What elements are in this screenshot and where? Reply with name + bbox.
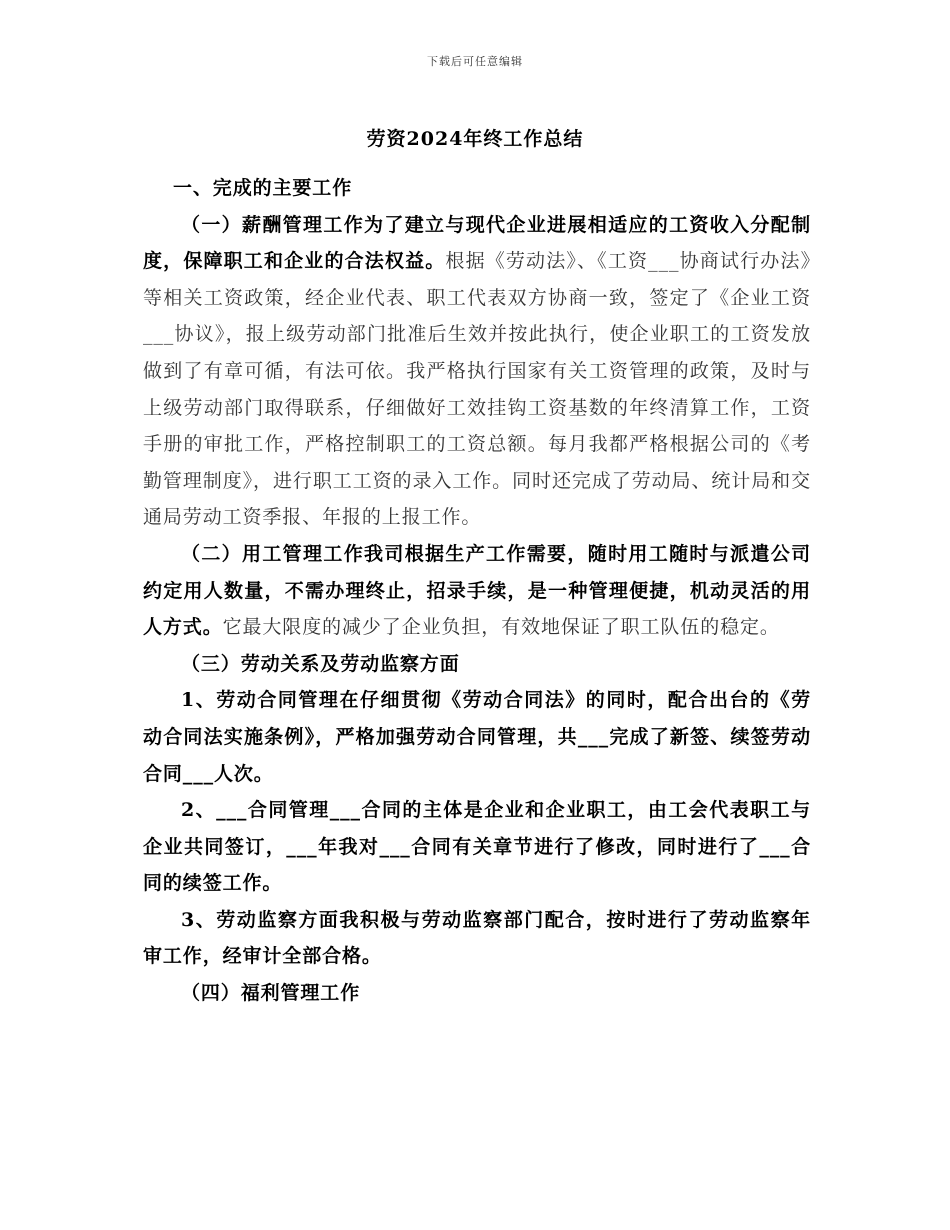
paragraph-salary-body: 根据《劳动法》、《工资___协商试行办法》等相关工资政策，经企业代表、职工代表双方协商一致，签定了《企业工资___协议》，报上级劳动部门批准后生效并按此执行，使企业职工的工资发放做到了有章可循，有法可依。我严格执行国家有关工资管理的政策，及时与上级劳动部门取得联系，仔细做好工效挂钩工资基数的年终清算工作，工资手册的审批工作，严格控制职工的工资总额。每月我都严格根据公司的《考勤管理制度》，进行职工工资的录入工作。同时还完成了劳动局、统计局和交通局劳动工资季报、年报的上报工作。 xyxy=(143,250,811,529)
paragraph-employment-management xyxy=(143,536,811,646)
paragraph-collective-contract: 2、___合同管理___合同的主体是企业和企业职工，由工会代表职工与企业共同签订，___年我对___合同有关章节进行了修改，同时进行了___合同的续签工作。 xyxy=(143,799,811,895)
paragraph-salary-lead: （一）薪酬管理工作为了建立与现代企业进展相适应的工资收入分配制度，保障职工和企业的合法权益。 xyxy=(143,213,811,273)
subsection-heading-labor-relations: （三）劳动关系及劳动监察方面 xyxy=(181,652,460,675)
document-body xyxy=(143,170,811,1012)
paragraph-labor-contract: 1、劳动合同管理在仔细贯彻《劳动合同法》的同时，配合出台的《劳动合同法实施条例》，严格加强劳动合同管理，共___完成了新签、续签劳动合同___人次。 xyxy=(143,689,811,785)
paragraph-salary-management xyxy=(143,207,811,536)
paragraph-employment-body: 它最大限度的减少了企业负担，有效地保证了职工队伍的稳定。 xyxy=(222,616,780,639)
page-header: 下载后可任意编辑 xyxy=(427,55,523,68)
paragraph-employment-lead: （二）用工管理工作我司根据生产工作需要，随时用工随时与派遣公司约定用人数量，不需办理终止，招录手续，是一种管理便捷，机动灵活的用人方式。 xyxy=(143,542,811,639)
document-title: 劳资2024年终工作总结 xyxy=(366,128,584,150)
paragraph-labor-inspection: 3、劳动监察方面我积极与劳动监察部门配合，按时进行了劳动监察年审工作，经审计全部合格。 xyxy=(143,908,811,968)
section-heading-1: 一、完成的主要工作 xyxy=(173,177,353,199)
subsection-heading-welfare: （四）福利管理工作 xyxy=(181,982,361,1005)
